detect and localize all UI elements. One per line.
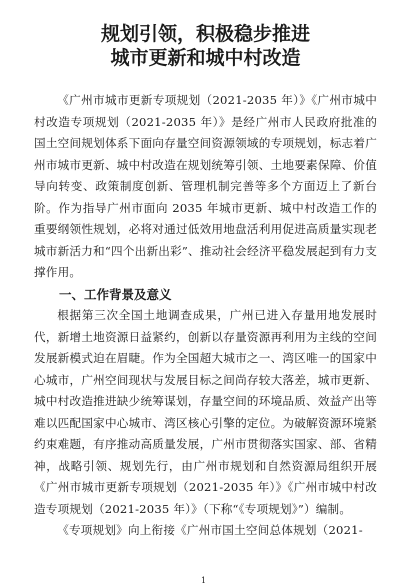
section-paragraph: 根据第三次全国土地调查成果，广州已进入存量用地发展时代，新增土地资源日益紧约，创新以存量资源再利用为主线的空间发展新模式迫在眉睫。作为全国超大城市之一、湾区唯一的国家中心城市，广州空间现状与发展目标之间尚存较大落差，城市更新、城中村改造推进缺少统筹谋划，存量空间的环境品质、效益产出等难以匹配国家中心城市、湾区核心引擎的定位。为破解资源环境紧约束难题，有序推动高质量发展，广州市贯彻落实国家、部、省精神，战略引领、规划先行，由广州市规划和自然资源局组织开展《广州市城市更新专项规划（2021-2035 年）》《广州市城中村改造专项规划（2021-2035 年）》（下称“《专项规划》”）编制。 [34, 308, 377, 516]
title-line-1: 规划引领，积极稳步推进 [100, 23, 310, 45]
last-paragraph: 《专项规划》向上衔接《广州市国土空间总体规划（2021- [57, 523, 363, 537]
intro-paragraph: 《广州市城市更新专项规划（2021-2035 年）》《广州市城中村改造专项规划（2021-2035 年）》是经广州市人民政府批准的国土空间规划体系下面向存量空间资源领域的专项规划，标志着广州市城市更新、城中村改造在规划统筹引领、土地要素保障、价值导向转变、政策制度创新、管理机制完善等多个方面迈上了新台阶。作为指导广州市面向 2035 年城市更新、城中村改造工作的重要纲领性规划，必将对通过低效用地盘活利用促进高质量实现老城市新活力和“四个出新出彩”、推动社会经济平稳发展起到有力支撑作用。 [34, 93, 377, 279]
title-block [34, 22, 377, 70]
page-number: 1 [201, 576, 207, 585]
section-heading: 一、工作背景及意义 [59, 286, 172, 302]
title-line-2: 城市更新和城中村改造 [110, 47, 301, 69]
